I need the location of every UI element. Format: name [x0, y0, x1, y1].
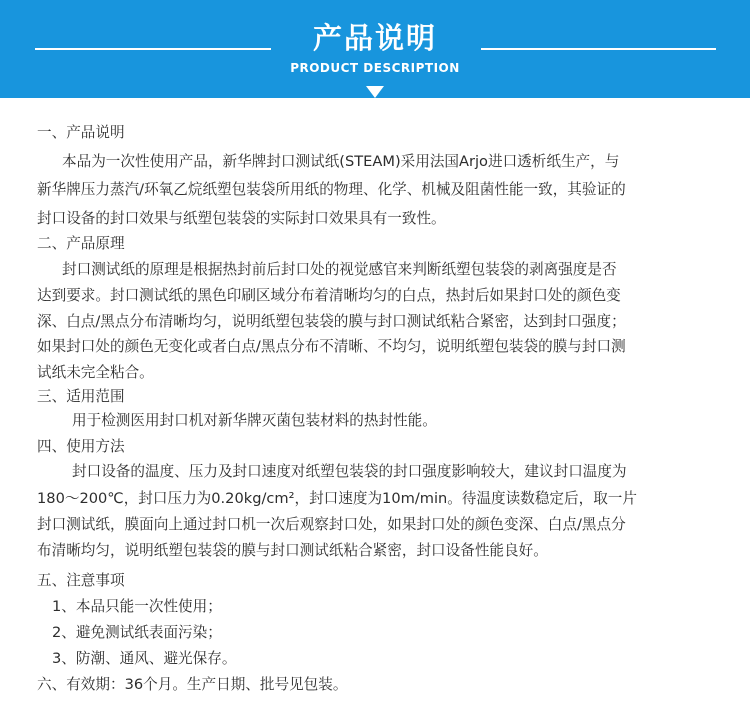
paragraph-line: 封口设备的封口效果与纸塑包装袋的实际封口效果具有一致性。 — [37, 210, 446, 227]
paragraph-line: 封口测试纸，膜面向上通过封口机一次后观察封口处，如果封口处的颜色变深、白点/黑点分 — [37, 516, 626, 533]
list-item: 1、本品只能一次性使用； — [52, 598, 222, 615]
paragraph-line: 本品为一次性使用产品，新华牌封口测试纸(STEAM)采用法国Arjo进口透析纸生产，与 — [62, 153, 620, 170]
section-heading: 一、产品说明 — [37, 124, 125, 141]
list-item: 3、防潮、通风、避光保存。 — [52, 650, 237, 667]
paragraph-line: 试纸未完全粘合。 — [37, 364, 154, 381]
paragraph-line: 如果封口处的颜色无变化或者白点/黑点分布不清晰、不均匀，说明纸塑包装袋的膜与封口测 — [37, 338, 626, 355]
paragraph-line: 深、白点/黑点分布清晰均匀，说明纸塑包装袋的膜与封口测试纸粘合紧密，达到封口强度； — [37, 313, 626, 330]
section-heading: 二、产品原理 — [37, 235, 125, 252]
banner-notch — [366, 86, 384, 98]
section-heading: 三、适用范围 — [37, 388, 125, 405]
page-subtitle: PRODUCT DESCRIPTION — [290, 61, 460, 75]
paragraph-line: 布清晰均匀，说明纸塑包装袋的膜与封口测试纸粘合紧密，封口设备性能良好。 — [37, 542, 548, 559]
section-heading: 四、使用方法 — [37, 438, 125, 455]
paragraph-line: 新华牌压力蒸汽/环氧乙烷纸塑包装袋所用纸的物理、化学、机械及阻菌性能一致，其验证的 — [37, 181, 626, 198]
paragraph-line: 180～200℃，封口压力为0.20kg/cm²，封口速度为10m/min。待温度读数稳定后，取一片 — [37, 490, 637, 507]
paragraph-line: 用于检测医用封口机对新华牌灭菌包装材料的热封性能。 — [72, 412, 437, 429]
paragraph-line: 达到要求。封口测试纸的黑色印刷区域分布着清晰均匀的白点，热封后如果封口处的颜色变 — [37, 287, 621, 304]
paragraph-line: 封口测试纸的原理是根据热封前后封口处的视觉感官来判断纸塑包装袋的剥离强度是否 — [62, 261, 617, 278]
paragraph-line: 封口设备的温度、压力及封口速度对纸塑包装袋的封口强度影响较大，建议封口温度为 — [72, 463, 627, 480]
list-item: 2、避免测试纸表面污染； — [52, 624, 222, 641]
page-title: 产品说明 — [312, 21, 437, 55]
section-heading: 六、有效期：36个月。生产日期、批号见包装。 — [37, 676, 348, 693]
section-heading: 五、注意事项 — [37, 572, 125, 589]
header-banner — [0, 0, 750, 98]
